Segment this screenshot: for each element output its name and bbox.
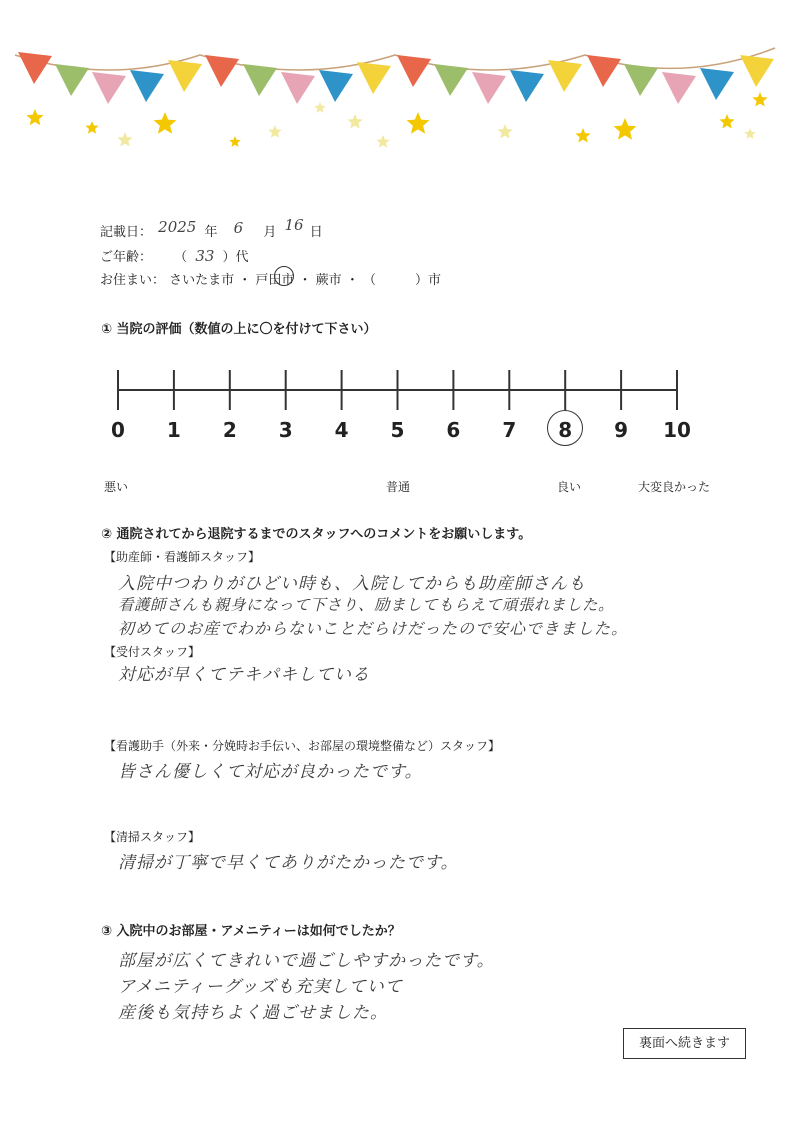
- selected-rating-circle: [547, 410, 583, 446]
- scale-label-3: 3: [278, 418, 293, 442]
- address-label: お住まい：: [100, 273, 166, 288]
- bunting-flag: [472, 72, 506, 104]
- scale-label-7: 7: [502, 418, 517, 442]
- assistant-comment: 皆さん優しくて対応が良かったです。: [118, 762, 423, 782]
- scale-label-10: 10: [663, 418, 691, 442]
- section3-title: ③ 入院中のお部屋・アメニティーは如何でしたか？: [101, 924, 401, 939]
- scale-label-4: 4: [334, 418, 349, 442]
- address-options: さいたま市 ・ 戸田市 ・ 蕨市 ・ （ ）市: [169, 273, 441, 288]
- bunting-flag: [510, 70, 544, 102]
- date-year-value: 2025: [158, 218, 197, 236]
- garland-string: [15, 48, 775, 70]
- star-icon: [117, 132, 132, 147]
- star-decorations: [26, 92, 767, 148]
- date-month-value: 6: [233, 219, 244, 237]
- age-value: 33: [195, 247, 215, 265]
- scale-label-8: 8: [558, 418, 573, 442]
- star-icon: [314, 102, 325, 113]
- anchor-bad: 悪い: [104, 480, 129, 494]
- bunting-flag: [548, 60, 582, 92]
- bunting-flag: [319, 70, 353, 102]
- room-comment-line-1: 部屋が広くてきれいで過ごしやすかったです。: [118, 951, 495, 971]
- bunting-flag: [740, 55, 774, 87]
- star-icon: [752, 92, 767, 107]
- scale-label-5: 5: [390, 418, 405, 442]
- address-row: [100, 269, 441, 288]
- scale-label-0: 0: [111, 418, 125, 442]
- anchor-very-good: 大変良かった: [638, 480, 711, 494]
- anchor-normal: 普通: [386, 480, 411, 494]
- reception-label: 【受付スタッフ】: [104, 645, 201, 659]
- assistant-label: 【看護助手（外来・分娩時お手伝い、お部屋の環境整備など）スタッフ】: [104, 739, 501, 753]
- scale-label-2: 2: [222, 418, 237, 442]
- star-icon: [407, 112, 430, 134]
- age-label: ご年齢：: [100, 250, 153, 265]
- midwife-comment-line-1: 入院中つわりがひどい時も、入院してからも助産師さんも: [118, 574, 586, 594]
- continue-on-back-note: 裏面へ続きます: [623, 1028, 746, 1059]
- age-open: （: [174, 250, 188, 265]
- age-close: ）代: [222, 250, 249, 265]
- bunting-flag: [92, 72, 126, 104]
- bunting-flag: [55, 64, 89, 96]
- room-comment-line-3: 産後も気持ちよく過ごせました。: [118, 1003, 388, 1023]
- midwife-label: 【助産師・看護師スタッフ】: [104, 550, 261, 564]
- bunting-flag: [624, 64, 658, 96]
- scale-label-6: 6: [446, 418, 461, 442]
- midwife-comment-line-2: 看護師さんも親身になって下さり、励ましてもらえて頑張れました。: [118, 596, 615, 614]
- bunting-flag: [662, 72, 696, 104]
- star-icon: [347, 114, 362, 129]
- star-icon: [719, 114, 734, 129]
- date-day-value: 16: [284, 216, 304, 234]
- bunting-flag: [397, 55, 431, 87]
- selected-city-circle: [274, 266, 294, 286]
- bunting-flag: [205, 55, 239, 87]
- age-row: [100, 246, 249, 265]
- day-unit: 日: [309, 225, 323, 240]
- bunting-flags: [15, 48, 775, 104]
- bunting-flag: [18, 52, 52, 84]
- month-unit: 月: [263, 225, 277, 240]
- section1-title: ① 当院の評価（数値の上に〇を付けて下さい）: [101, 322, 377, 337]
- year-unit: 年: [204, 225, 218, 240]
- star-icon: [497, 124, 512, 139]
- bunting-flag: [434, 64, 468, 96]
- star-icon: [614, 118, 637, 140]
- bunting-flag: [243, 64, 277, 96]
- date-row: [100, 216, 323, 240]
- star-icon: [575, 128, 590, 143]
- bunting-flag: [130, 70, 164, 102]
- cleaning-comment: 清掃が丁寧で早くてありがたかったです。: [118, 853, 459, 873]
- midwife-comment-line-3: 初めてのお産でわからないことだらけだったので安心できました。: [118, 619, 629, 638]
- scale-label-1: 1: [166, 418, 181, 442]
- reception-comment: 対応が早くてテキパキしている: [118, 665, 370, 685]
- star-icon: [744, 128, 755, 139]
- room-comment-line-2: アメニティーグッズも充実していて: [118, 977, 403, 997]
- anchor-good: 良い: [557, 480, 582, 494]
- section2-title: ② 通院されてから退院するまでのスタッフへのコメントをお願いします。: [101, 527, 532, 542]
- bunting-flag: [168, 60, 202, 92]
- star-icon: [26, 109, 43, 125]
- date-label: 記載日：: [100, 225, 153, 240]
- bunting-flag: [281, 72, 315, 104]
- bunting-flag: [587, 55, 621, 87]
- cleaning-label: 【清掃スタッフ】: [104, 830, 201, 844]
- bunting-banner: [0, 0, 796, 170]
- star-icon: [268, 125, 281, 138]
- bunting-flag: [357, 62, 391, 94]
- star-icon: [376, 135, 389, 148]
- star-icon: [154, 112, 177, 134]
- bunting-flag: [700, 68, 734, 100]
- scale-label-9: 9: [614, 418, 629, 442]
- star-icon: [85, 121, 98, 134]
- star-icon: [229, 136, 240, 147]
